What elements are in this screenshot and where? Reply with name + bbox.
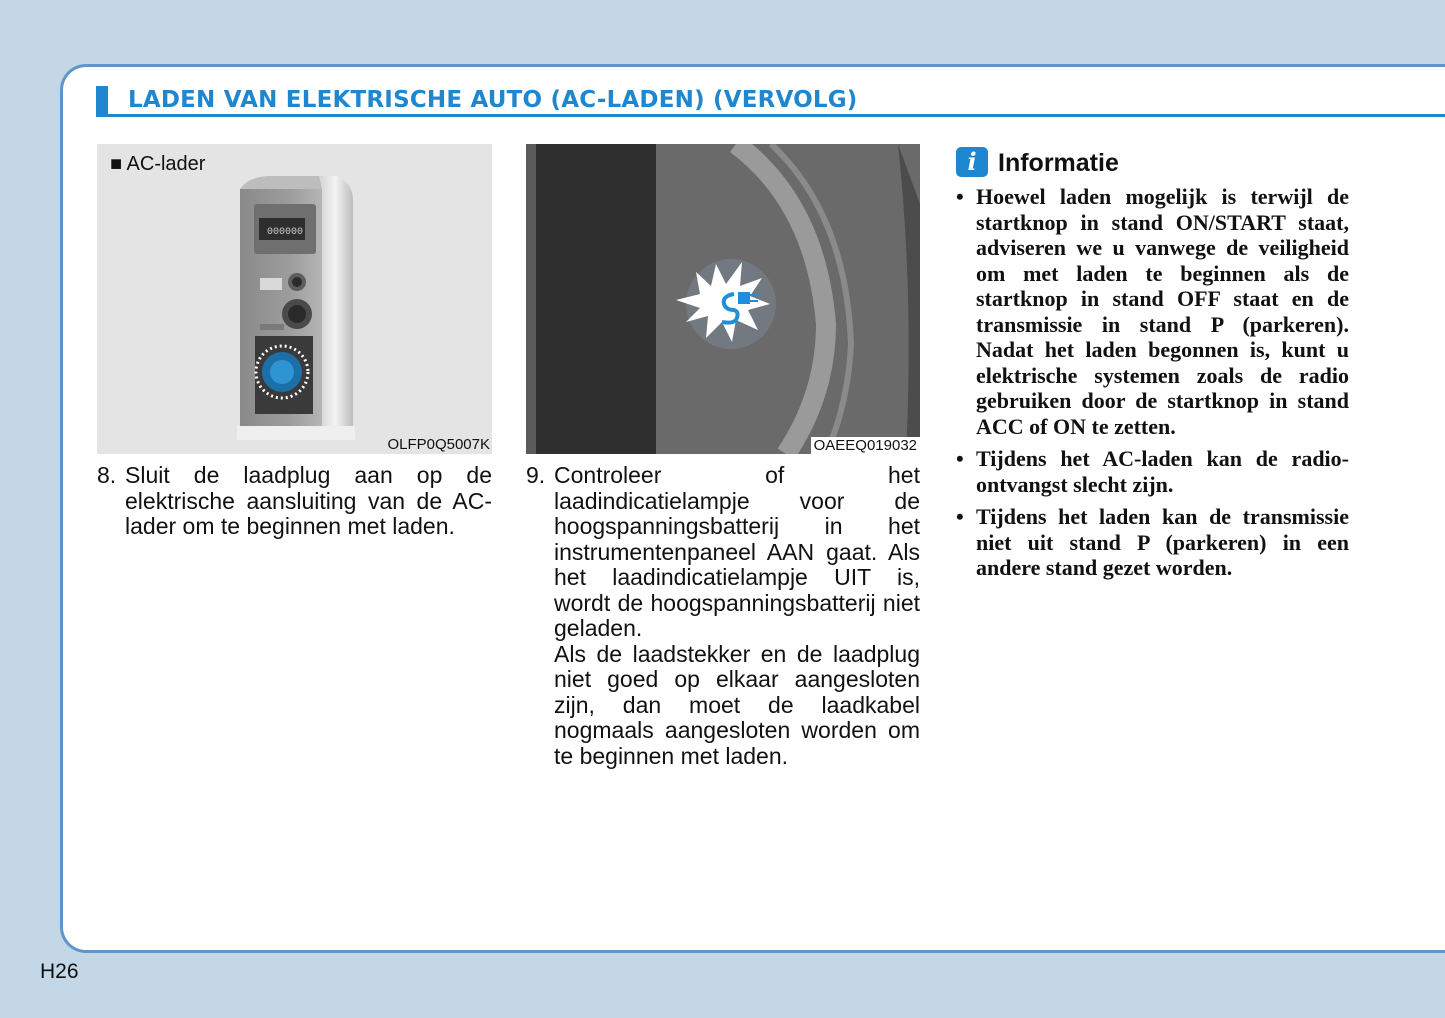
info-item: • Tijdens het AC-laden kan de radio-ontvangst slecht zijn. <box>956 446 1349 497</box>
step-number: 9. <box>526 462 546 488</box>
info-item: • Hoewel laden mogelijk is terwijl de startknop in stand ON/START staat, adviseren we u vanwege de veiligheid om met laden te beginnen als de startknop in stand OFF staat en de transmissie in stand P (parkeren). Nadat het laden begonnen is, kunt u elektrische systemen zoals de radio gebruiken door de startknop in stand ACC of ON te zetten. <box>956 184 1349 439</box>
charge-indicator-figure <box>526 144 920 454</box>
ac-charger-figure <box>97 144 492 454</box>
ac-charger-illustration <box>97 144 492 454</box>
bullet: • <box>956 446 964 471</box>
title-underline <box>96 114 1445 117</box>
step-number: 8. <box>97 462 117 488</box>
step-text: Als de laadstekker en de laadplug niet goed op elkaar aangesloten zijn, dan moet de laadkabel nogmaals aangesloten worden om te beginnen met laden. <box>554 640 920 769</box>
info-list <box>956 184 1349 588</box>
info-title: Informatie <box>998 149 1119 177</box>
charger-display-digits: 000000 <box>267 227 304 238</box>
bullet: • <box>956 504 964 529</box>
section-title: LADEN VAN ELEKTRISCHE AUTO (AC-LADEN) (VERVOLG) <box>128 87 858 113</box>
figure-caption: ■ AC-lader <box>110 153 206 175</box>
info-item: • Tijdens het laden kan de transmissie niet uit stand P (parkeren) in een andere stand gezet worden. <box>956 504 1349 580</box>
instrument-panel-illustration <box>526 144 920 454</box>
step-9 <box>526 463 920 769</box>
step-8 <box>97 463 492 540</box>
step-text: Controleer of het laadindicatielampje voor de hoogspanningsbatterij in het instrumentenpaneel AAN gaat. Als het laadindicatielampje UIT is, wordt de hoogspanningsbatterij niet geladen. <box>554 462 920 641</box>
step-text: Sluit de laadplug aan op de elektrische aansluiting van de AC-lader om te beginnen met laden. <box>125 462 492 539</box>
figure-code: OLFP0Q5007K <box>387 436 490 453</box>
page-number: H26 <box>40 960 79 983</box>
figure-code: OAEEQ019032 <box>811 437 920 454</box>
info-icon: i <box>956 147 988 177</box>
title-marker <box>96 86 108 116</box>
bullet: • <box>956 184 964 209</box>
section-header <box>96 86 1445 116</box>
